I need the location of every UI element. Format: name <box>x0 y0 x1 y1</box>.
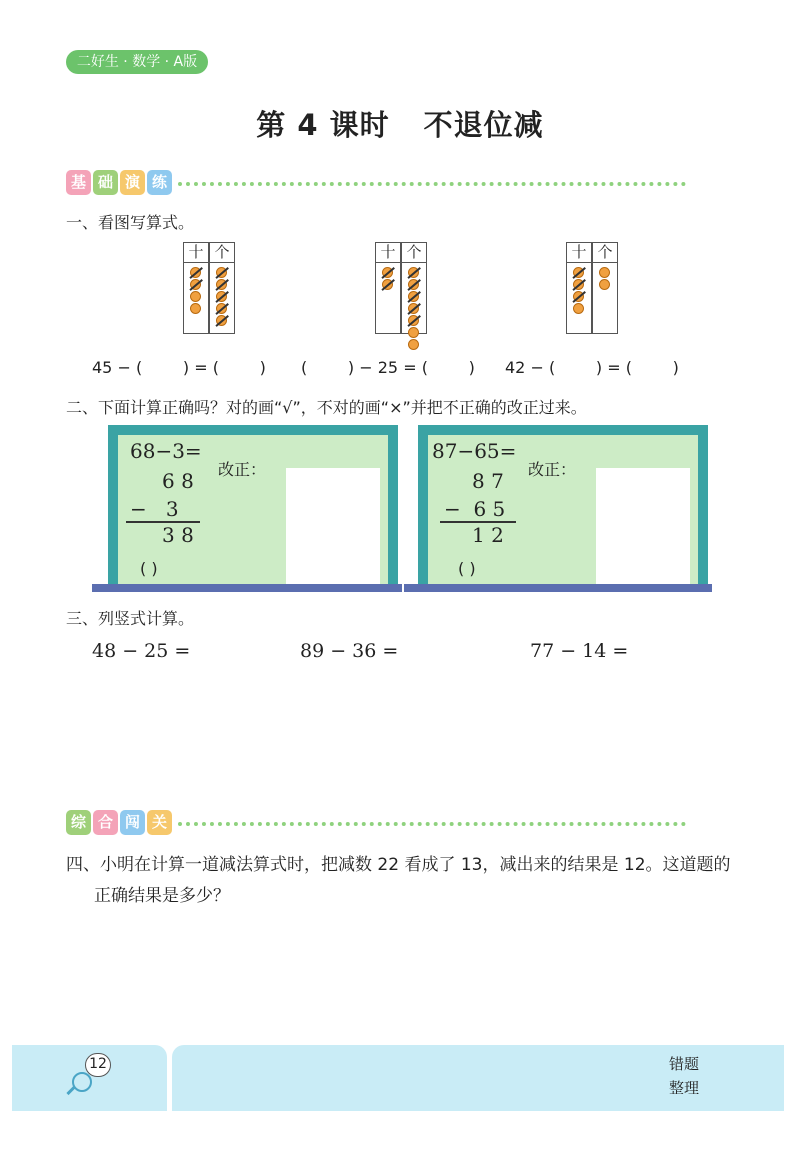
page-number: 12 <box>85 1053 111 1077</box>
ones-bead-crossed <box>216 267 227 278</box>
tens-bead-crossed <box>573 291 584 302</box>
ones-bead <box>599 267 610 278</box>
question-2-heading: 二、下面计算正确吗？对的画“√”，不对的画“×”并把不正确的改正过来。 <box>66 398 587 417</box>
section-badge-char: 演 <box>120 170 145 195</box>
ones-bead-crossed <box>216 279 227 290</box>
tens-bead <box>573 303 584 314</box>
ones-label: 个 <box>597 243 613 261</box>
lesson-topic: 不退位减 <box>423 108 544 142</box>
tens-label: 十 <box>380 243 396 261</box>
section-badge-char: 闯 <box>120 810 145 835</box>
tens-bead <box>190 303 201 314</box>
section-badge-char: 础 <box>93 170 118 195</box>
tens-label: 十 <box>571 243 587 261</box>
vertical-top: 6 8 <box>162 469 194 493</box>
chalk-ledge <box>92 584 402 592</box>
fill-blank-3[interactable]: 42 − ( ) = ( ) <box>505 358 679 377</box>
dotted-divider <box>178 822 686 826</box>
chalk-ledge <box>404 584 712 592</box>
error-review-tag-1: 错题 <box>669 1055 700 1073</box>
lesson-number: 第 4 课时 <box>256 108 390 142</box>
fix-answer-box[interactable] <box>596 468 690 588</box>
vertical-calc-1: 48 − 25 = <box>92 640 191 662</box>
tens-bead-crossed <box>382 267 393 278</box>
ones-bead-crossed <box>216 291 227 302</box>
error-review-tag-2: 整理 <box>669 1079 700 1097</box>
fill-blank-2[interactable]: ( ) − 25 = ( ) <box>301 358 475 377</box>
vertical-subtrahend: − 3 <box>130 497 179 521</box>
section-badge-char: 合 <box>93 810 118 835</box>
chalkboard-2 <box>418 425 708 588</box>
ones-bead-crossed <box>216 303 227 314</box>
tens-bead-crossed <box>382 279 393 290</box>
question-4-line2: 正确结果是多少？ <box>94 886 230 906</box>
tens-bead-crossed <box>190 279 201 290</box>
page-title <box>0 103 800 144</box>
fix-label: 改正： <box>218 460 267 479</box>
ones-label: 个 <box>214 243 230 261</box>
ones-bead <box>599 279 610 290</box>
vertical-subtrahend: − 6 5 <box>444 497 506 521</box>
dotted-divider <box>178 182 686 186</box>
abacus-1 <box>183 242 235 334</box>
question-4 <box>66 850 746 912</box>
ones-bead-crossed <box>408 267 419 278</box>
vertical-result: 3 8 <box>162 523 194 547</box>
question-3-heading: 三、列竖式计算。 <box>66 609 195 628</box>
ones-bead <box>408 339 419 350</box>
tens-label: 十 <box>188 243 204 261</box>
magnifier-icon <box>72 1072 92 1092</box>
question-4-line1: 四、小明在计算一道减法算式时，把减数 22 看成了 13，减出来的结果是 12。这道题的 <box>66 855 731 875</box>
question-1-heading: 一、看图写算式。 <box>66 213 195 232</box>
section-badge-char: 关 <box>147 810 172 835</box>
abacus-3 <box>566 242 618 334</box>
board-expression: 68−3= <box>130 439 202 463</box>
ones-bead-crossed <box>408 291 419 302</box>
fix-label: 改正： <box>528 460 577 479</box>
fill-blank-1[interactable]: 45 − ( ) = ( ) <box>92 358 266 377</box>
ones-bead-crossed <box>408 315 419 326</box>
vertical-calc-2: 89 − 36 = <box>300 640 399 662</box>
judge-blank[interactable]: ( ) <box>140 559 158 578</box>
section-badge-char: 综 <box>66 810 91 835</box>
tens-bead-crossed <box>190 267 201 278</box>
judge-blank[interactable]: ( ) <box>458 559 476 578</box>
vertical-result: 1 2 <box>472 523 504 547</box>
ones-bead-crossed <box>216 315 227 326</box>
fix-answer-box[interactable] <box>286 468 380 588</box>
abacus-2 <box>375 242 427 334</box>
section-badge-char: 练 <box>147 170 172 195</box>
section-badge-char: 基 <box>66 170 91 195</box>
ones-bead <box>408 327 419 338</box>
tens-bead <box>190 291 201 302</box>
vertical-calc-3: 77 − 14 = <box>530 640 629 662</box>
ones-label: 个 <box>406 243 422 261</box>
board-expression: 87−65= <box>432 439 517 463</box>
tens-bead-crossed <box>573 267 584 278</box>
section-basic-practice <box>66 170 686 198</box>
tens-bead-crossed <box>573 279 584 290</box>
ones-bead-crossed <box>408 279 419 290</box>
brand-badge: 二好生 · 数学 · A版 <box>66 50 208 74</box>
section-comprehensive <box>66 810 686 838</box>
ones-bead-crossed <box>408 303 419 314</box>
vertical-top: 8 7 <box>472 469 504 493</box>
chalkboard-1 <box>108 425 398 588</box>
